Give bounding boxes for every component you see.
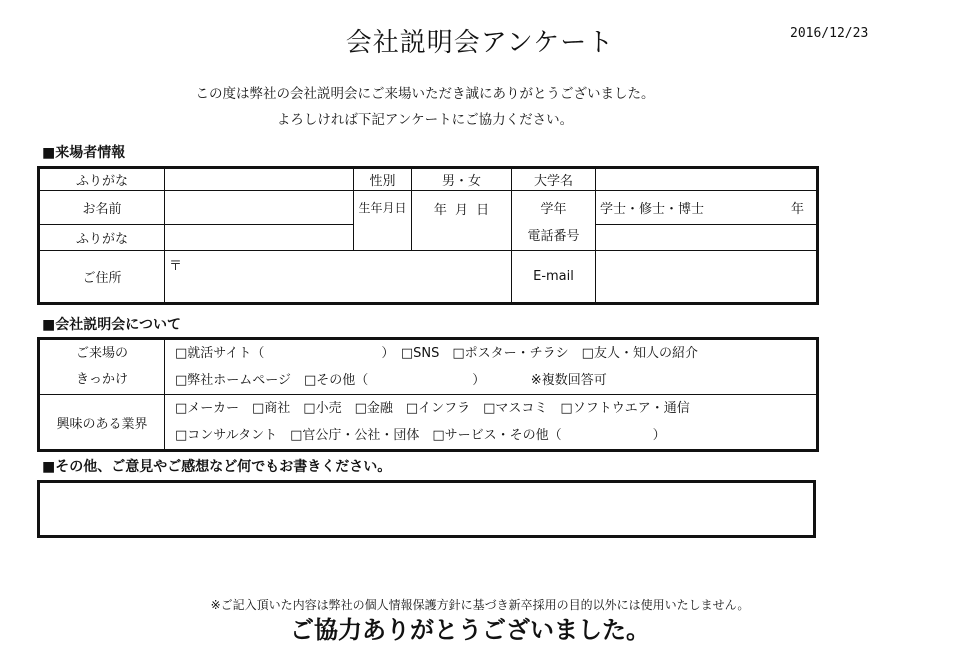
visitor-info-table (37, 166, 819, 305)
furigana-label: ふりがな (39, 168, 165, 191)
survey-date: 2016/12/23 (790, 26, 869, 41)
email-label: E-mail (512, 251, 596, 304)
email-field[interactable] (596, 251, 818, 304)
address-label: ご住所 (39, 251, 165, 304)
gender-options[interactable]: 男・女 (412, 168, 512, 191)
visitor-section-heading: ■来場者情報 (42, 145, 126, 161)
phone-label: 電話番号 (512, 225, 596, 251)
trigger-label (39, 339, 165, 395)
industry-options-line-1[interactable]: □メーカー □商社 □小売 □金融 □インフラ □マスコミ □ソフトウエア・通信 (175, 401, 690, 416)
birthdate-field[interactable]: 年 月 日 (412, 191, 512, 251)
trigger-label-line-2: きっかけ (75, 372, 128, 387)
furigana2-field[interactable] (165, 225, 354, 251)
university-field[interactable] (596, 168, 818, 191)
address-field[interactable] (165, 251, 512, 304)
trigger-options-line-2[interactable]: □弊社ホームページ □その他（ ） ※複数回答可 (175, 373, 607, 388)
comments-section-heading: ■その他、ご意見やご感想など何でもお書きください。 (42, 459, 392, 475)
trigger-options-line-1[interactable]: □就活サイト（ ） □SNS □ポスター・チラシ □友人・知人の紹介 (175, 346, 698, 361)
name-label: お名前 (39, 191, 165, 225)
privacy-note: ※ご記入頂いた内容は弊社の個人情報保護方針に基づき新卒採用の目的以外には使用いたしません。 (210, 598, 750, 612)
name-field[interactable] (165, 191, 354, 225)
postal-mark: 〒 (169, 259, 183, 274)
phone-field[interactable] (596, 225, 818, 251)
page-title: 会社説明会アンケート (345, 28, 615, 58)
intro-line-2: よろしければ下記アンケートにご協力ください。 (276, 112, 574, 128)
trigger-label-line-1: ご来場の (75, 346, 128, 361)
gender-label: 性別 (354, 168, 412, 191)
industry-label: 興味のある業界 (39, 395, 165, 451)
year-suffix: 年 (790, 202, 804, 217)
thanks-message: ご協力ありがとうございました。 (290, 616, 650, 644)
grade-field[interactable] (596, 191, 818, 225)
comments-box[interactable] (37, 480, 816, 538)
industry-options[interactable] (165, 395, 818, 451)
grade-label: 学年 (512, 191, 596, 225)
intro-line-1: この度は弊社の会社説明会にご来場いただき誠にありがとうございました。 (195, 86, 655, 102)
trigger-options[interactable] (165, 339, 818, 395)
university-label: 大学名 (512, 168, 596, 191)
degree-options: 学士・修士・博士 (600, 202, 705, 217)
birthdate-label: 生年月日 (354, 191, 412, 251)
furigana-field[interactable] (165, 168, 354, 191)
seminar-section-heading: ■会社説明会について (42, 317, 181, 333)
industry-options-line-2[interactable]: □コンサルタント □官公庁・公社・団体 □サービス・その他（ ） (175, 428, 666, 443)
furigana2-label: ふりがな (39, 225, 165, 251)
seminar-table (37, 337, 819, 452)
